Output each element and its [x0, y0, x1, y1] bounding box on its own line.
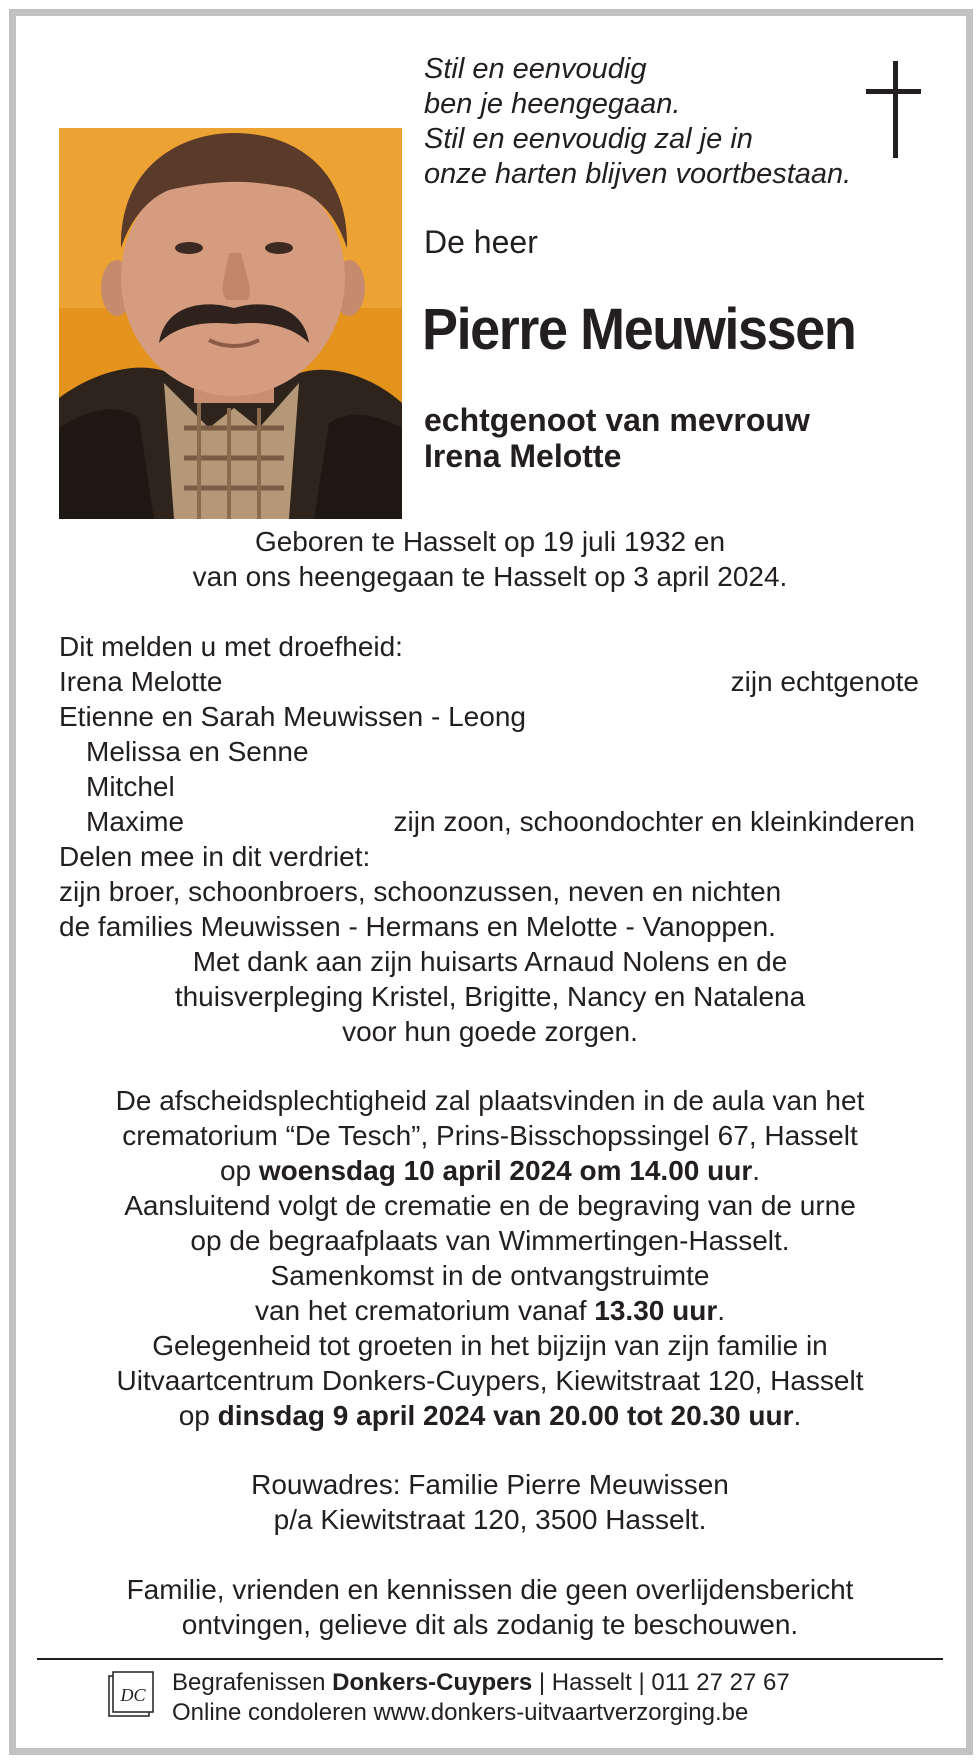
text: .: [717, 1295, 725, 1326]
gathering-time-line: [60, 1293, 920, 1328]
poem: [424, 52, 851, 192]
share-intro: Delen mee in dit verdriet:: [59, 841, 371, 872]
ceremony-line: Gelegenheid tot groeten in het bijzijn van zijn familie in: [152, 1330, 828, 1361]
ceremony-line: De afscheidsplechtigheid zal plaatsvinden in de aula van het: [115, 1085, 865, 1116]
ceremony-line: op de begraafplaats van Wimmertingen-Hasselt.: [190, 1225, 790, 1256]
mourner-wife-name: Irena Melotte: [59, 666, 223, 697]
death-line: van ons heengegaan te Hasselt op 3 april 2024.: [192, 561, 788, 592]
announce-intro: Dit melden u met droefheid:: [59, 631, 403, 662]
mourner-son-role: zijn zoon, schoondochter en kleinkinderen: [393, 806, 915, 837]
poem-line: Stil en eenvoudig: [424, 53, 647, 85]
ceremony-line: Aansluitend volgt de crematie en de begraving van de urne: [124, 1190, 856, 1221]
share-line: de families Meuwissen - Hermans en Melotte - Vanoppen.: [59, 911, 776, 942]
share-line: zijn broer, schoonbroers, schoonzussen, neven en nichten: [59, 876, 782, 907]
ceremony-date: woensdag 10 april 2024 om 14.00 uur: [258, 1155, 753, 1186]
spouse-line: Irena Melotte: [424, 438, 622, 474]
address-line: p/a Kiewitstraat 120, 3500 Hasselt.: [273, 1504, 707, 1535]
poem-line: onze harten blijven voortbestaan.: [424, 158, 852, 190]
poem-line: ben je heengegaan.: [424, 88, 681, 120]
text: van het crematorium vanaf: [254, 1295, 595, 1326]
ceremony-date-line: [60, 1153, 920, 1188]
thanks-line: Met dank aan zijn huisarts Arnaud Nolens en de: [192, 946, 788, 977]
text: | Hasselt | 011 27 27 67: [532, 1669, 790, 1696]
mourner-wife-role: zijn echtgenote: [730, 666, 919, 697]
funeral-home-logo: [107, 1670, 157, 1720]
spouse-info: [424, 402, 810, 474]
thanks-line: voor hun goede zorgen.: [342, 1016, 638, 1047]
visitation-date-line: [60, 1398, 920, 1433]
mourning-address: [60, 1467, 920, 1537]
cross-icon: [893, 61, 898, 158]
thanks-line: thuisverpleging Kristel, Brigitte, Nancy en Natalena: [174, 981, 806, 1012]
text: .: [752, 1155, 761, 1186]
ceremony-line: crematorium “De Tesch”, Prins-Bisschopssingel 67, Hasselt: [122, 1120, 858, 1151]
grandchild: Mitchel: [86, 771, 175, 802]
logo-letters: DC: [120, 1685, 146, 1705]
portrait-photo: [59, 128, 402, 519]
text: .: [793, 1400, 802, 1431]
spouse-line: echtgenoot van mevrouw: [424, 402, 810, 438]
footer-condolence-line: Online condoleren www.donkers-uitvaartverzorging.be: [172, 1699, 749, 1726]
address-line: Rouwadres: Familie Pierre Meuwissen: [251, 1469, 729, 1500]
grandchild: Maxime: [86, 806, 185, 837]
birth-line: Geboren te Hasselt op 19 juli 1932 en: [254, 526, 726, 557]
honorific: De heer: [424, 224, 538, 260]
footer-line: [172, 1668, 790, 1698]
cross-icon-bar: [866, 89, 921, 94]
text: Begrafenissen: [172, 1669, 333, 1696]
ceremony-line: Samenkomst in de ontvangstruimte: [270, 1260, 710, 1291]
deceased-name: Pierre Meuwissen: [422, 297, 856, 362]
text: op: [219, 1155, 259, 1186]
grandchild: Melissa en Senne: [86, 736, 309, 767]
visitation-date: dinsdag 9 april 2024 van 20.00 tot 20.30 uur: [217, 1400, 794, 1431]
ceremony-block: [60, 1083, 920, 1433]
closing-line: Familie, vrienden en kennissen die geen overlijdensbericht: [126, 1574, 854, 1605]
text: op: [178, 1400, 218, 1431]
poem-line: Stil en eenvoudig zal je in: [424, 123, 753, 155]
closing-note: [60, 1572, 920, 1642]
thanks-block: [60, 944, 920, 1049]
footer-text: [172, 1668, 790, 1728]
birth-death-info: [60, 524, 920, 594]
mourner-son-couple: Etienne en Sarah Meuwissen - Leong: [59, 701, 526, 732]
ceremony-line: Uitvaartcentrum Donkers-Cuypers, Kiewitstraat 120, Hasselt: [116, 1365, 864, 1396]
funeral-home-name: Donkers-Cuypers: [332, 1669, 533, 1696]
closing-line: ontvingen, gelieve dit als zodanig te beschouwen.: [181, 1609, 799, 1640]
footer-divider: [37, 1658, 943, 1660]
gathering-time: 13.30 uur: [594, 1295, 718, 1326]
